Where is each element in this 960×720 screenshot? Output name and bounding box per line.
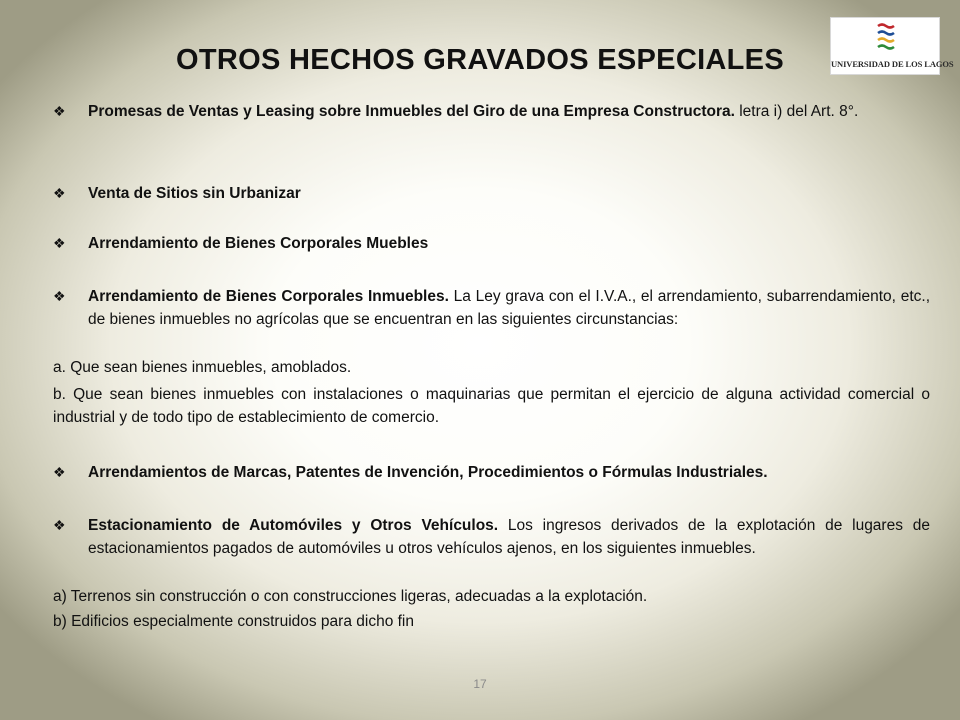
diamond-bullet-icon: ❖	[53, 517, 66, 533]
item-text: Los ingresos derivados de la explotación de lugares de estacionamientos pagados de automóviles u otros vehículos ajenos, en los siguientes inmuebles.	[88, 517, 930, 557]
list-item	[88, 232, 930, 255]
list-item	[88, 461, 930, 484]
item-heading: Promesas de Ventas y Leasing sobre Inmuebles del Giro de una Empresa Constructora.	[88, 103, 735, 120]
list-item	[88, 100, 930, 123]
list-item	[88, 285, 930, 331]
item-text: La Ley grava con el I.V.A., el arrendamiento, subarrendamiento, etc., de bienes inmuebles no agrícolas que se encuentran en las siguientes circunstancias:	[88, 288, 931, 328]
slide-title: OTROS HECHOS GRAVADOS ESPECIALES	[176, 44, 784, 76]
logo-text: UNIVERSIDAD DE LOS LAGOS	[831, 59, 954, 69]
sub-paragraph: a. Que sean bienes inmuebles, amoblados.	[53, 359, 352, 376]
list-item	[88, 514, 930, 560]
sub-paragraph: b. Que sean bienes inmuebles con instalaciones o maquinarias que permitan el ejercicio de alguna actividad comercial o industrial y de todo tipo de establecimiento de comercio.	[53, 386, 930, 426]
item-heading: Arrendamientos de Marcas, Patentes de Invención, Procedimientos o Fórmulas Industriales.	[88, 464, 768, 481]
item-heading: Arrendamiento de Bienes Corporales Inmuebles.	[88, 288, 449, 305]
list-item	[88, 182, 930, 205]
sub-paragraph: b) Edificios especialmente construidos para dicho fin	[53, 613, 414, 630]
item-heading: Venta de Sitios sin Urbanizar	[88, 185, 301, 202]
page-number: 17	[473, 677, 487, 691]
diamond-bullet-icon: ❖	[53, 235, 66, 251]
diamond-bullet-icon: ❖	[53, 185, 66, 201]
item-heading: Arrendamiento de Bienes Corporales Muebles	[88, 235, 429, 252]
diamond-bullet-icon: ❖	[53, 464, 66, 480]
diamond-bullet-icon: ❖	[53, 103, 66, 119]
item-text: letra i) del Art. 8°.	[734, 103, 859, 120]
item-heading: Estacionamiento de Automóviles y Otros Vehículos.	[88, 517, 499, 534]
diamond-bullet-icon: ❖	[53, 288, 66, 304]
sub-paragraph: a) Terrenos sin construcción o con construcciones ligeras, adecuadas a la explotación.	[53, 588, 648, 605]
